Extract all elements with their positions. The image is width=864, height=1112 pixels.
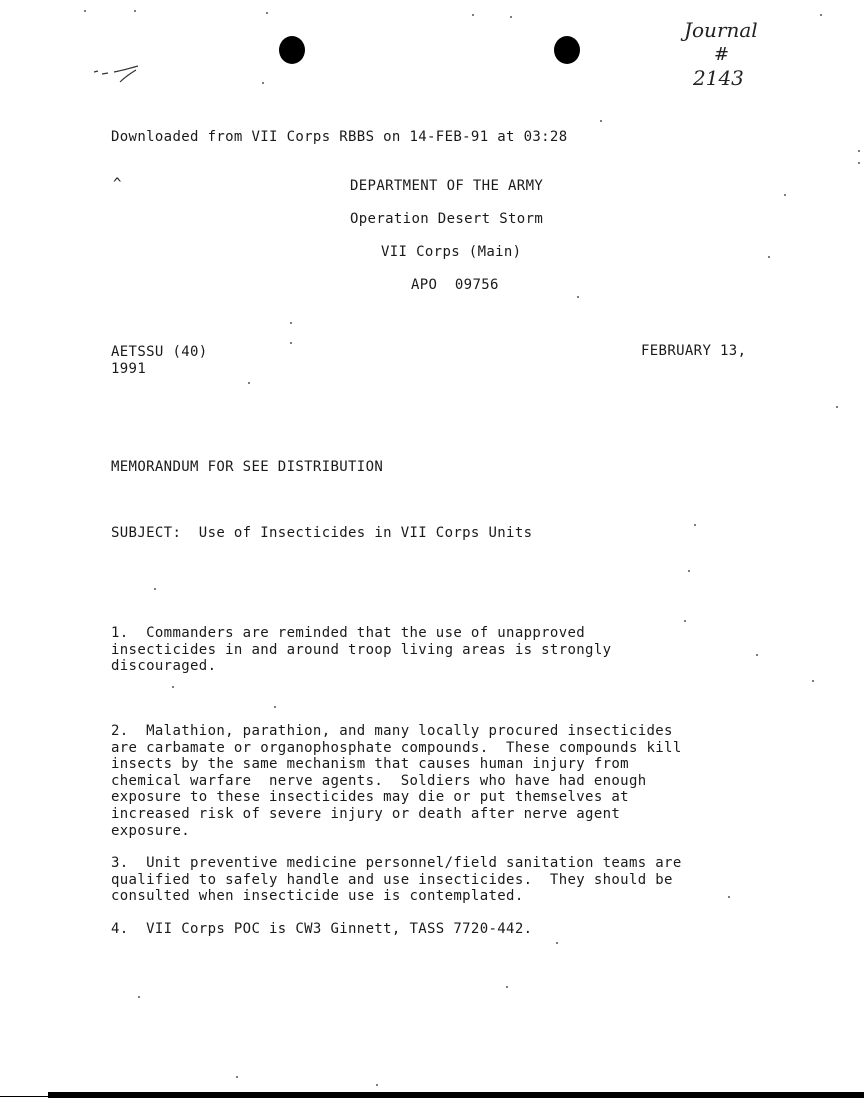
scan-speck (820, 14, 822, 16)
download-line: Downloaded from VII Corps RBBS on 14-FEB-91 at 03:28 (111, 129, 568, 145)
subject-line: SUBJECT: Use of Insecticides in VII Corps Units (111, 525, 533, 541)
scan-speck (248, 382, 250, 384)
paragraph-3: 3. Unit preventive medicine personnel/field sanitation teams are qualified to safely handle and use insecticides. They should be consulted when insecticide use is contemplated. (111, 855, 682, 905)
letterhead-operation: Operation Desert Storm (350, 211, 544, 227)
pen-scribble (90, 62, 150, 92)
scan-speck (812, 680, 814, 682)
paragraph-4: 4. VII Corps POC is CW3 Ginnett, TASS 7720-442. (111, 921, 533, 937)
bottom-page-rule (48, 1092, 864, 1098)
memo-date: FEBRUARY 13, (641, 343, 747, 359)
letterhead-unit: VII Corps (Main) (381, 244, 522, 260)
scan-speck (236, 1076, 238, 1078)
punch-hole-right (554, 36, 580, 64)
scan-speck (510, 16, 512, 18)
scan-speck (274, 706, 276, 708)
scan-speck (836, 406, 838, 408)
scan-speck (858, 150, 860, 152)
scan-speck (138, 996, 140, 998)
scan-speck (134, 10, 136, 12)
memorandum-for-line: MEMORANDUM FOR SEE DISTRIBUTION (111, 459, 384, 475)
scan-speck (728, 896, 730, 898)
handwritten-hash-mark: # (714, 44, 730, 65)
scan-speck (556, 942, 558, 944)
handwritten-journal-note: Journal (684, 18, 758, 42)
scan-speck (506, 986, 508, 988)
scan-speck (154, 588, 156, 590)
scan-speck (577, 296, 579, 298)
scan-speck (472, 14, 474, 16)
letterhead-apo: APO 09756 (411, 277, 499, 293)
scan-speck (262, 82, 264, 84)
scan-speck (684, 620, 686, 622)
caret-mark: ^ (113, 176, 122, 192)
memo-date-year: 1991 (111, 361, 147, 377)
scan-speck (600, 120, 602, 122)
scan-speck (688, 570, 690, 572)
handwritten-journal-number: 2143 (693, 66, 744, 90)
scan-speck (784, 194, 786, 196)
scan-speck (172, 686, 174, 688)
scan-speck (858, 162, 860, 164)
paragraph-2: 2. Malathion, parathion, and many locally procured insecticides are carbamate or organophosphate compounds. These compounds kill insects by the same mechanism that causes human injury from chemical warfare nerve agents. Soldiers who have had enough exposure to these insecticides may die or put themselves at increased risk of severe injury or death after nerve agent exposure. (111, 723, 682, 839)
scan-speck (694, 524, 696, 526)
office-symbol: AETSSU (40) (111, 344, 208, 360)
scan-speck (84, 10, 86, 12)
scan-speck (290, 342, 292, 344)
scan-speck (768, 256, 770, 258)
scan-speck (290, 322, 292, 324)
paragraph-1: 1. Commanders are reminded that the use of unapproved insecticides in and around troop living areas is strongly discouraged. (111, 625, 612, 675)
scan-speck (756, 654, 758, 656)
scan-speck (266, 12, 268, 14)
scan-speck (376, 1084, 378, 1086)
bottom-page-rule-thin (0, 1096, 60, 1097)
punch-hole-left (279, 36, 305, 64)
letterhead-department: DEPARTMENT OF THE ARMY (350, 178, 544, 194)
